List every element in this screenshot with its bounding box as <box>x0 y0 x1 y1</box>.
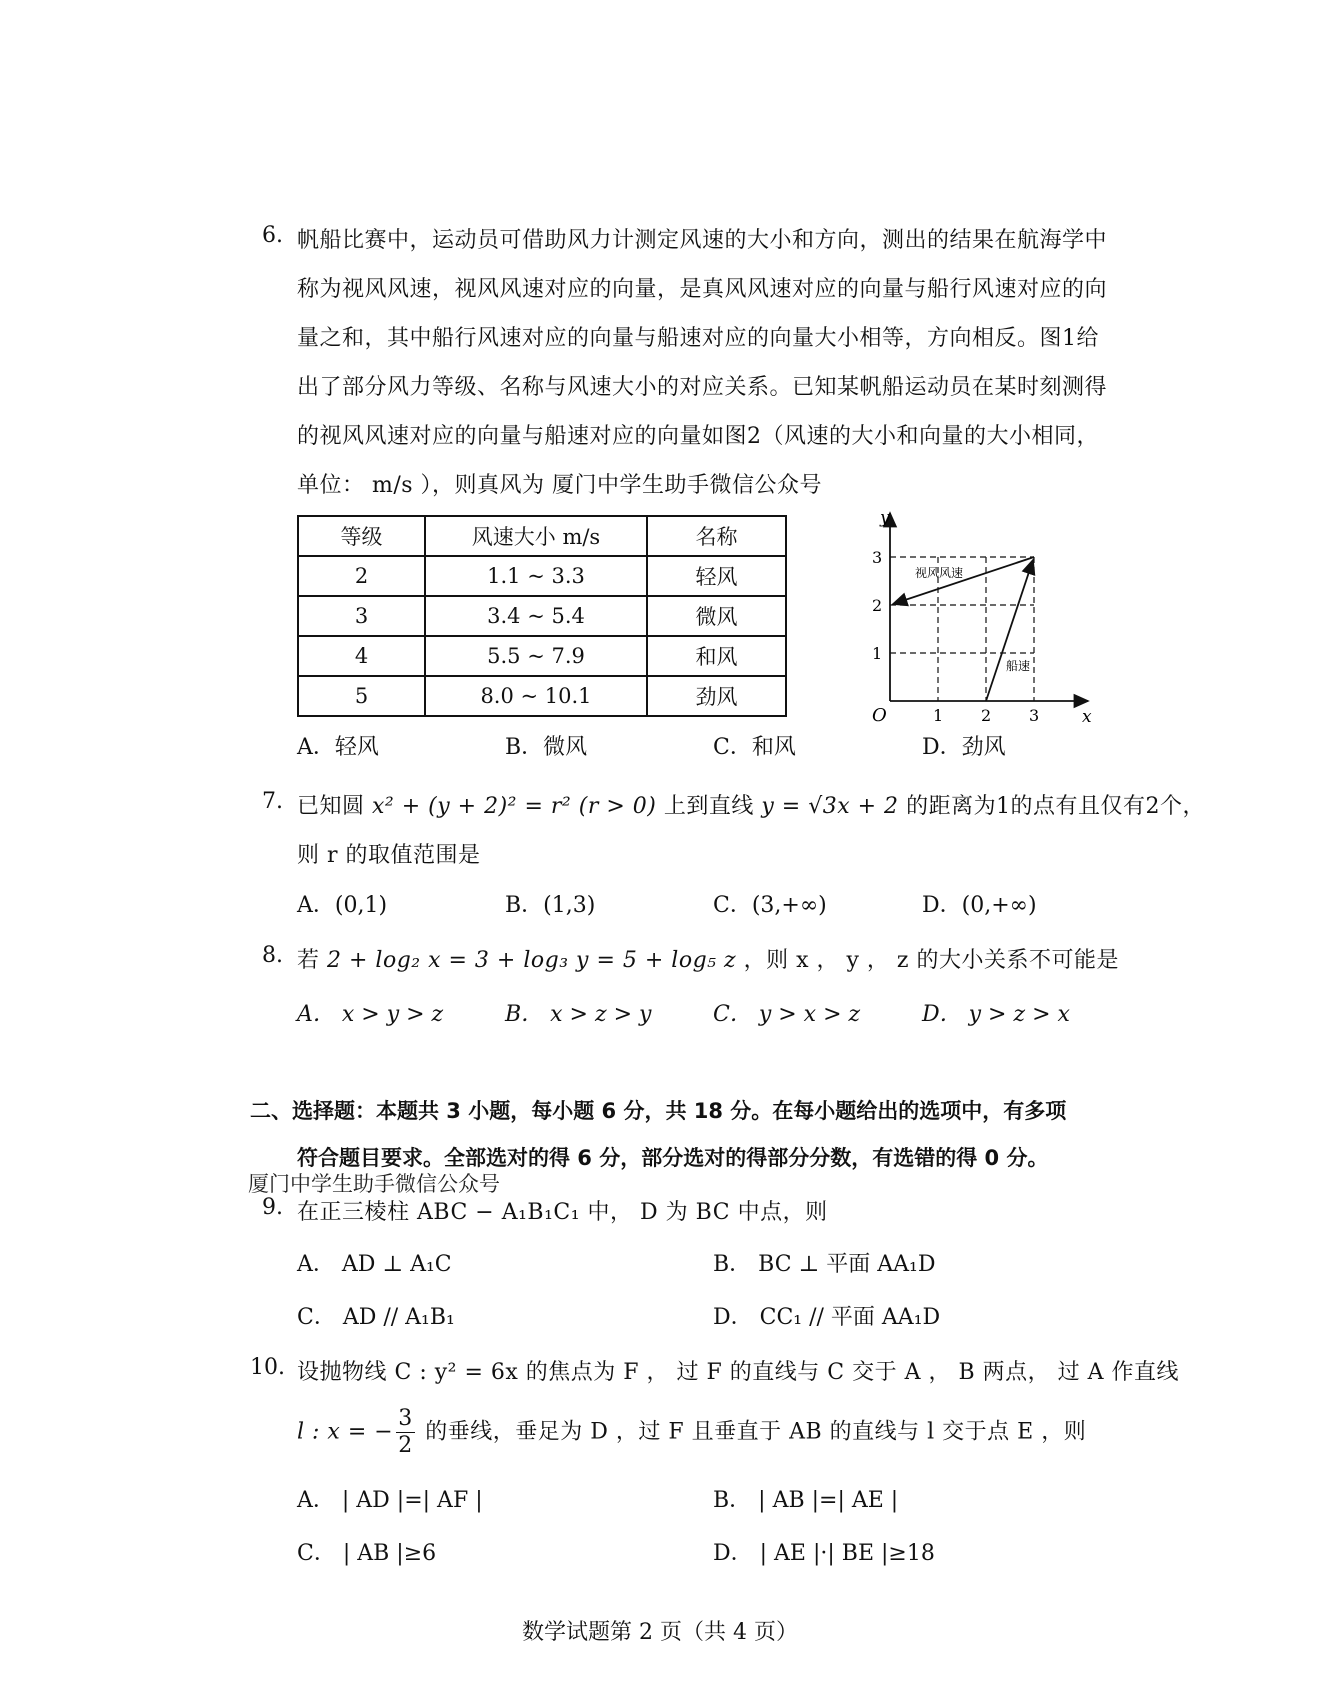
table-cell: 3 <box>298 596 425 636</box>
wind-scale-table <box>297 515 787 717</box>
q7-number: 7. <box>262 789 283 814</box>
q6-line-2: 称为视风风速，视风风速对应的向量，是真风风速对应的向量与船行风速对应的向 <box>297 277 1108 302</box>
q7-text: 的距离为1的点有且仅有2个， <box>906 794 1206 819</box>
q6-line-3: 量之和，其中船行风速对应的向量与船速对应的向量大小相等，方向相反。图1给 <box>297 326 1099 351</box>
q6-number: 6. <box>262 223 283 248</box>
watermark-text: 厦门中学生助手微信公众号 <box>248 1172 500 1196</box>
vector-figure <box>860 505 1100 725</box>
x-tick-label: 1 <box>933 706 944 725</box>
q6-line-5: 的视风风速对应的向量与船速对应的向量如图2（风速的大小和向量的大小相同， <box>297 424 1099 449</box>
q9-option-a[interactable]: A． AD ⊥ A₁C <box>297 1252 452 1277</box>
table-row <box>298 676 786 716</box>
q7-option-c[interactable]: C．(3,+∞) <box>713 893 827 918</box>
q7-option-a[interactable]: A．(0,1) <box>297 893 388 918</box>
q9-line-1: 在正三棱柱 ABC − A₁B₁C₁ 中， D 为 BC 中点，则 <box>297 1200 828 1225</box>
x-tick-label: 2 <box>981 706 992 725</box>
table-cell: 劲风 <box>647 676 786 716</box>
q8-option-d[interactable]: D． y > z > x <box>922 1002 1070 1027</box>
table-cell: 3.4 ~ 5.4 <box>425 596 647 636</box>
q8-text: 若 <box>297 948 320 973</box>
q8-option-c[interactable]: C． y > x > z <box>713 1002 861 1027</box>
boat-speed-label: 船速 <box>1006 659 1031 673</box>
q9-option-d[interactable]: D． CC₁ // 平面 AA₁D <box>713 1305 941 1330</box>
q9-option-b[interactable]: B． BC ⊥ 平面 AA₁D <box>713 1252 936 1277</box>
table-cell: 4 <box>298 636 425 676</box>
y-tick-label: 3 <box>872 548 883 567</box>
section-2-heading: 二、选择题：本题共 3 小题，每小题 6 分，共 18 分。在每小题给出的选项中，有多项 <box>250 1099 1067 1123</box>
q6-line-6: 单位： m/s ），则真风为 厦门中学生助手微信公众号 <box>297 473 823 498</box>
page-footer: 数学试题第 2 页（共 4 页） <box>522 1620 798 1645</box>
q8-option-a[interactable]: A． x > y > z <box>297 1002 444 1027</box>
boat-speed-vector <box>986 560 1033 701</box>
table-cell: 和风 <box>647 636 786 676</box>
table-row <box>298 636 786 676</box>
q7-text: 已知圆 <box>297 794 365 819</box>
table-header-row <box>298 516 786 556</box>
q10-option-d[interactable]: D． | AE |·| BE |≥18 <box>713 1541 935 1566</box>
q6-line-1: 帆船比赛中，运动员可借助风力计测定风速的大小和方向，测出的结果在航海学中 <box>297 228 1108 253</box>
table-header: 等级 <box>298 516 425 556</box>
q10-number: 10. <box>250 1355 285 1380</box>
q6-line-4: 出了部分风力等级、名称与风速大小的对应关系。已知某帆船运动员在某时刻测得 <box>297 375 1108 400</box>
q6-option-c[interactable]: C．和风 <box>713 735 796 760</box>
q10-text: 的垂线，垂足为 D ，过 F 且垂直于 AB 的直线与 l 交于点 E ，则 <box>425 1419 1087 1445</box>
table-header: 风速大小 m/s <box>425 516 647 556</box>
table-header: 名称 <box>647 516 786 556</box>
line-equation: y = √3x + 2 <box>761 794 899 819</box>
apparent-wind-vector <box>893 557 1034 604</box>
q8-number: 8. <box>262 943 283 968</box>
apparent-wind-label: 视风风速 <box>915 566 964 580</box>
q6-option-a[interactable]: A．轻风 <box>297 735 379 760</box>
table-row <box>298 556 786 596</box>
directrix-equation: l : x = − <box>297 1419 394 1445</box>
table-cell: 5.5 ~ 7.9 <box>425 636 647 676</box>
table-cell: 5 <box>298 676 425 716</box>
q7-option-d[interactable]: D．(0,+∞) <box>922 893 1037 918</box>
table-cell: 2 <box>298 556 425 596</box>
log-equation: 2 + log₂ x = 3 + log₃ y = 5 + log₅ z <box>327 948 737 973</box>
q10-option-a[interactable]: A． | AD |=| AF | <box>297 1488 483 1513</box>
q7-option-b[interactable]: B．(1,3) <box>505 893 596 918</box>
table-cell: 轻风 <box>647 556 786 596</box>
y-tick-label: 1 <box>872 644 883 663</box>
q6-option-b[interactable]: B．微风 <box>505 735 588 760</box>
fraction <box>396 1408 415 1457</box>
table-cell: 8.0 ~ 10.1 <box>425 676 647 716</box>
q9-number: 9. <box>262 1195 283 1220</box>
q6-option-d[interactable]: D．劲风 <box>922 735 1006 760</box>
fraction-numerator: 3 <box>398 1406 413 1431</box>
fraction-denominator: 2 <box>398 1433 413 1458</box>
section-2-instructions: 符合题目要求。全部选对的得 6 分，部分选对的得部分分数，有选错的得 0 分。 <box>297 1146 1049 1170</box>
q7-text: 上到直线 <box>663 794 754 819</box>
q7-line-1 <box>297 789 1205 820</box>
q10-option-c[interactable]: C． | AB |≥6 <box>297 1541 437 1566</box>
x-tick-label: 3 <box>1029 706 1040 725</box>
q10-line-2 <box>297 1408 1086 1457</box>
circle-equation: x² + (y + 2)² = r² (r > 0) <box>372 794 657 819</box>
table-cell: 1.1 ~ 3.3 <box>425 556 647 596</box>
y-tick-label: 2 <box>872 596 883 615</box>
x-axis-label: x <box>1082 707 1092 725</box>
q10-line-1: 设抛物线 C : y² = 6x 的焦点为 F ， 过 F 的直线与 C 交于 A ， B 两点， 过 A 作直线 <box>297 1360 1180 1385</box>
origin-label: O <box>872 705 887 725</box>
q7-line-2: 则 r 的取值范围是 <box>297 843 481 868</box>
q9-option-c[interactable]: C． AD // A₁B₁ <box>297 1305 455 1330</box>
y-axis-label: y <box>880 508 890 528</box>
table-row <box>298 596 786 636</box>
q10-option-b[interactable]: B． | AB |=| AE | <box>713 1488 899 1513</box>
q8-option-b[interactable]: B． x > z > y <box>505 1002 652 1027</box>
q8-line-1 <box>297 943 1119 974</box>
q8-text: ，则 x ， y ， z 的大小关系不可能是 <box>743 948 1119 973</box>
table-cell: 微风 <box>647 596 786 636</box>
